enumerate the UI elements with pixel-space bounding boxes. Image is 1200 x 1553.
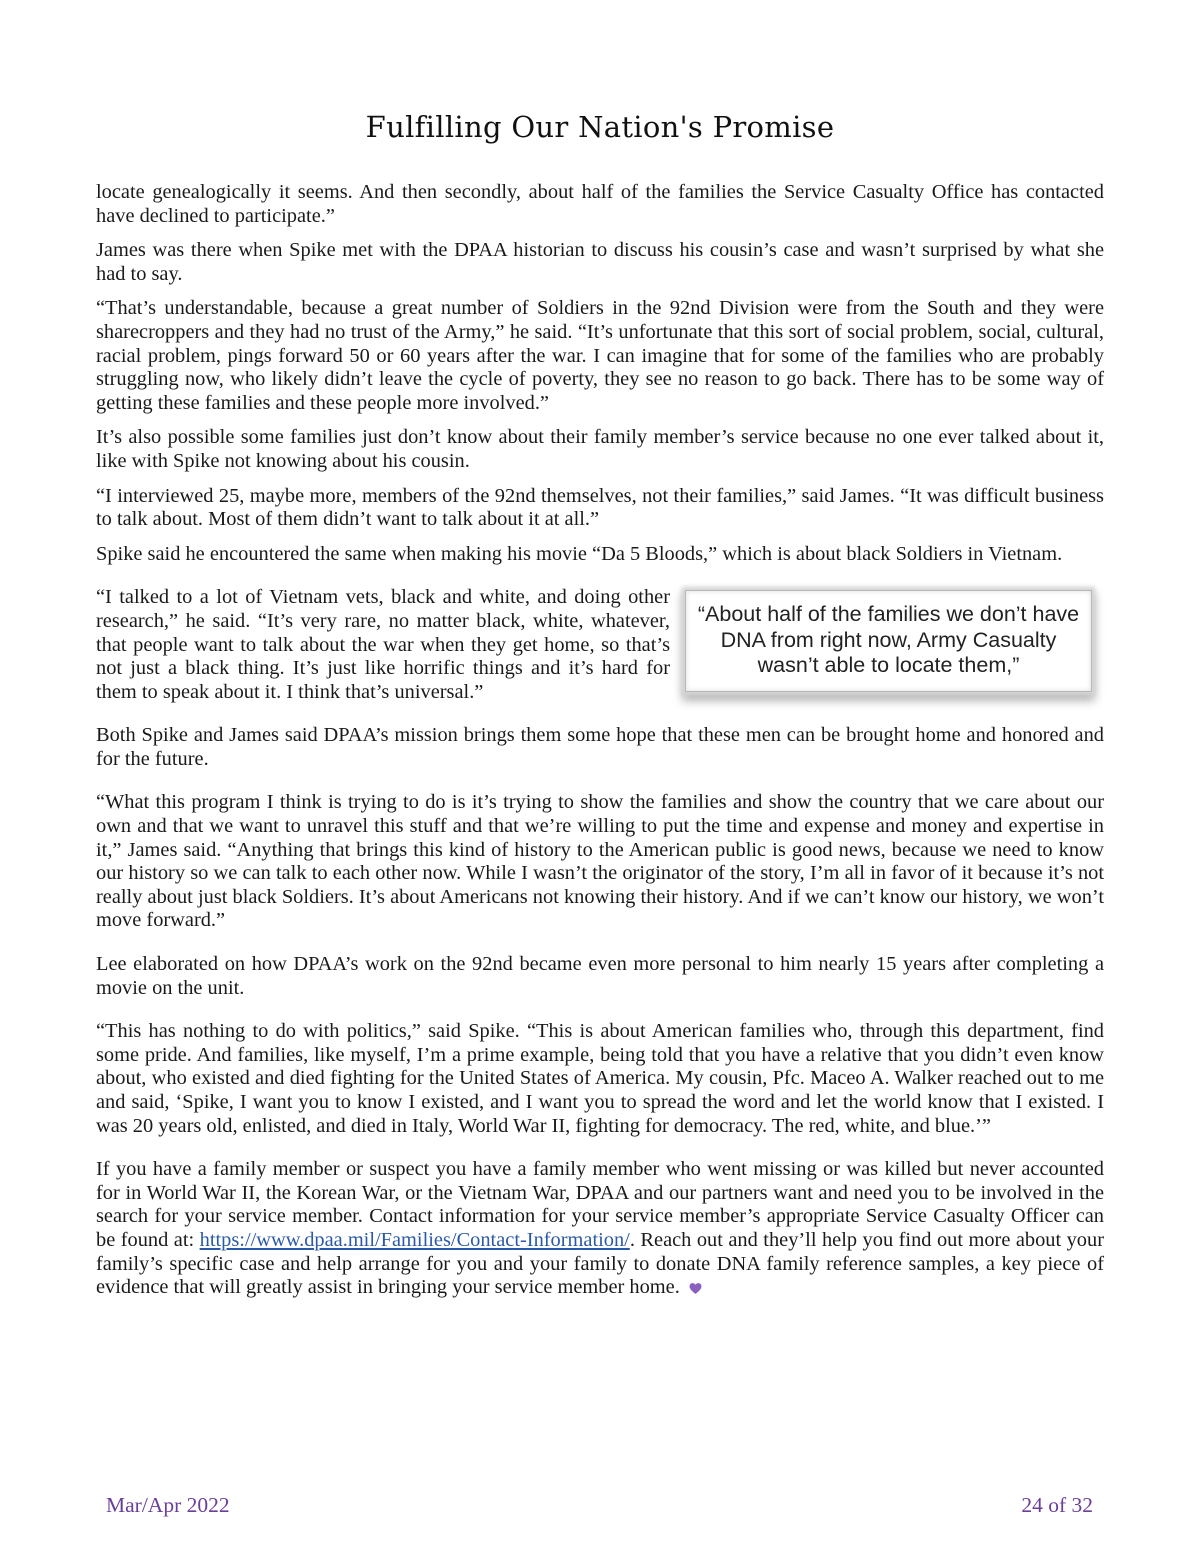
purple-heart-icon (689, 1278, 702, 1291)
paragraph: Spike said he encountered the same when making his movie “Da 5 Bloods,” which is about black Soldiers in Vietnam. (96, 542, 1063, 565)
pull-quote-box (685, 590, 1092, 692)
paragraph-text: If you have a family member or suspect you have a family member who went missing or was killed but never accounted for in World War II, the Korean War, or the Vietnam War, DPAA and our partners want and need you to be involved in the search for your service member. Contact information for your service member’s appropriate Service Casualty Officer can be found at: (96, 1158, 1104, 1251)
paragraph: Both Spike and James said DPAA’s mission brings them some hope that these men can be brought home and honored and for the future. (96, 724, 1104, 770)
paragraph: “What this program I think is trying to do is it’s trying to show the families and show the country that we care about our own and that we want to unravel this stuff and that we’re willing to put the time and expense and money and expertise in it,” James said. “Anything that brings this kind of history to the American public is good news, because we need to know our history so we can talk to each other now. While I wasn’t the originator of the story, I’m all in favor of it because it’s not really about just black Soldiers. It’s about Americans not knowing their history. And if we can’t know our history, we won’t move forward.” (96, 791, 1104, 932)
contact-information-link[interactable]: https://www.dpaa.mil/Families/Contact-Information/ (199, 1228, 630, 1251)
paragraph: It’s also possible some families just don’t know about their family member’s service because no one ever talked about it, like with Spike not knowing about his cousin. (96, 426, 1104, 472)
paragraph: “I interviewed 25, maybe more, members of the 92nd themselves, not their families,” said James. “It was difficult business to talk about. Most of them didn’t want to talk about it at all.” (96, 484, 1104, 531)
paragraph: Lee elaborated on how DPAA’s work on the 92nd became even more personal to him nearly 15 years after completing a movie on the unit. (96, 953, 1104, 999)
page-title: Fulfilling Our Nation's Promise (365, 110, 835, 144)
paragraph: locate genealogically it seems. And then secondly, about half of the families the Service Casualty Office has contacted have declined to participate.” (96, 181, 1104, 227)
pull-quote-text: “About half of the families we don’t have DNA from right now, Army Casualty wasn’t able to locate them,” (697, 602, 1080, 678)
paragraph: James was there when Spike met with the DPAA historian to discuss his cousin’s case and wasn’t surprised by what she had to say. (96, 239, 1104, 285)
page-number: 24 of 32 (1021, 1493, 1093, 1517)
paragraph: “I talked to a lot of Vietnam vets, black and white, and doing other research,” he said. “It’s very rare, no matter black, white, whatever, that people want to talk about the war when they get home, so that’s not just a black thing. It’s just like horrific things and it’s hard for them to speak about it. I think that’s universal.” (96, 586, 670, 703)
quote-section (96, 586, 1104, 704)
paragraph: “This has nothing to do with politics,” said Spike. “This is about American families who, through this department, find some pride. And families, like myself, I’m a prime example, being told that you have a relative that you didn’t even know about, who existed and died fighting for the United States of America. My cousin, Pfc. Maceo A. Walker reached out to me and said, ‘Spike, I want you to know I existed, and I want you to spread the word and let the world know that I existed. I was 20 years old, enlisted, and died in Italy, World War II, fighting for democracy. The red, white, and blue.’” (96, 1020, 1104, 1137)
paragraph (96, 1158, 1104, 1300)
paragraph-text: . Reach out and they’ll help you find out more about your family’s specific case and help arrange for you and your family to donate DNA family reference samples, a key piece of evidence that will greatly assist in bringing your service member home. (96, 1228, 1104, 1299)
article-body (96, 181, 1104, 1300)
issue-date: Mar/Apr 2022 (106, 1493, 230, 1517)
paragraph: “That’s understandable, because a great number of Soldiers in the 92nd Division were from the South and they were sharecroppers and they had no trust of the Army,” he said. “It’s unfortunate that this sort of social problem, social, cultural, racial problem, pings forward 50 or 60 years after the war. I can imagine that for some of the families who are probably struggling now, who likely didn’t leave the cycle of poverty, they see no reason to go back. There has to be some way of getting these families and these people more involved.” (96, 297, 1104, 414)
